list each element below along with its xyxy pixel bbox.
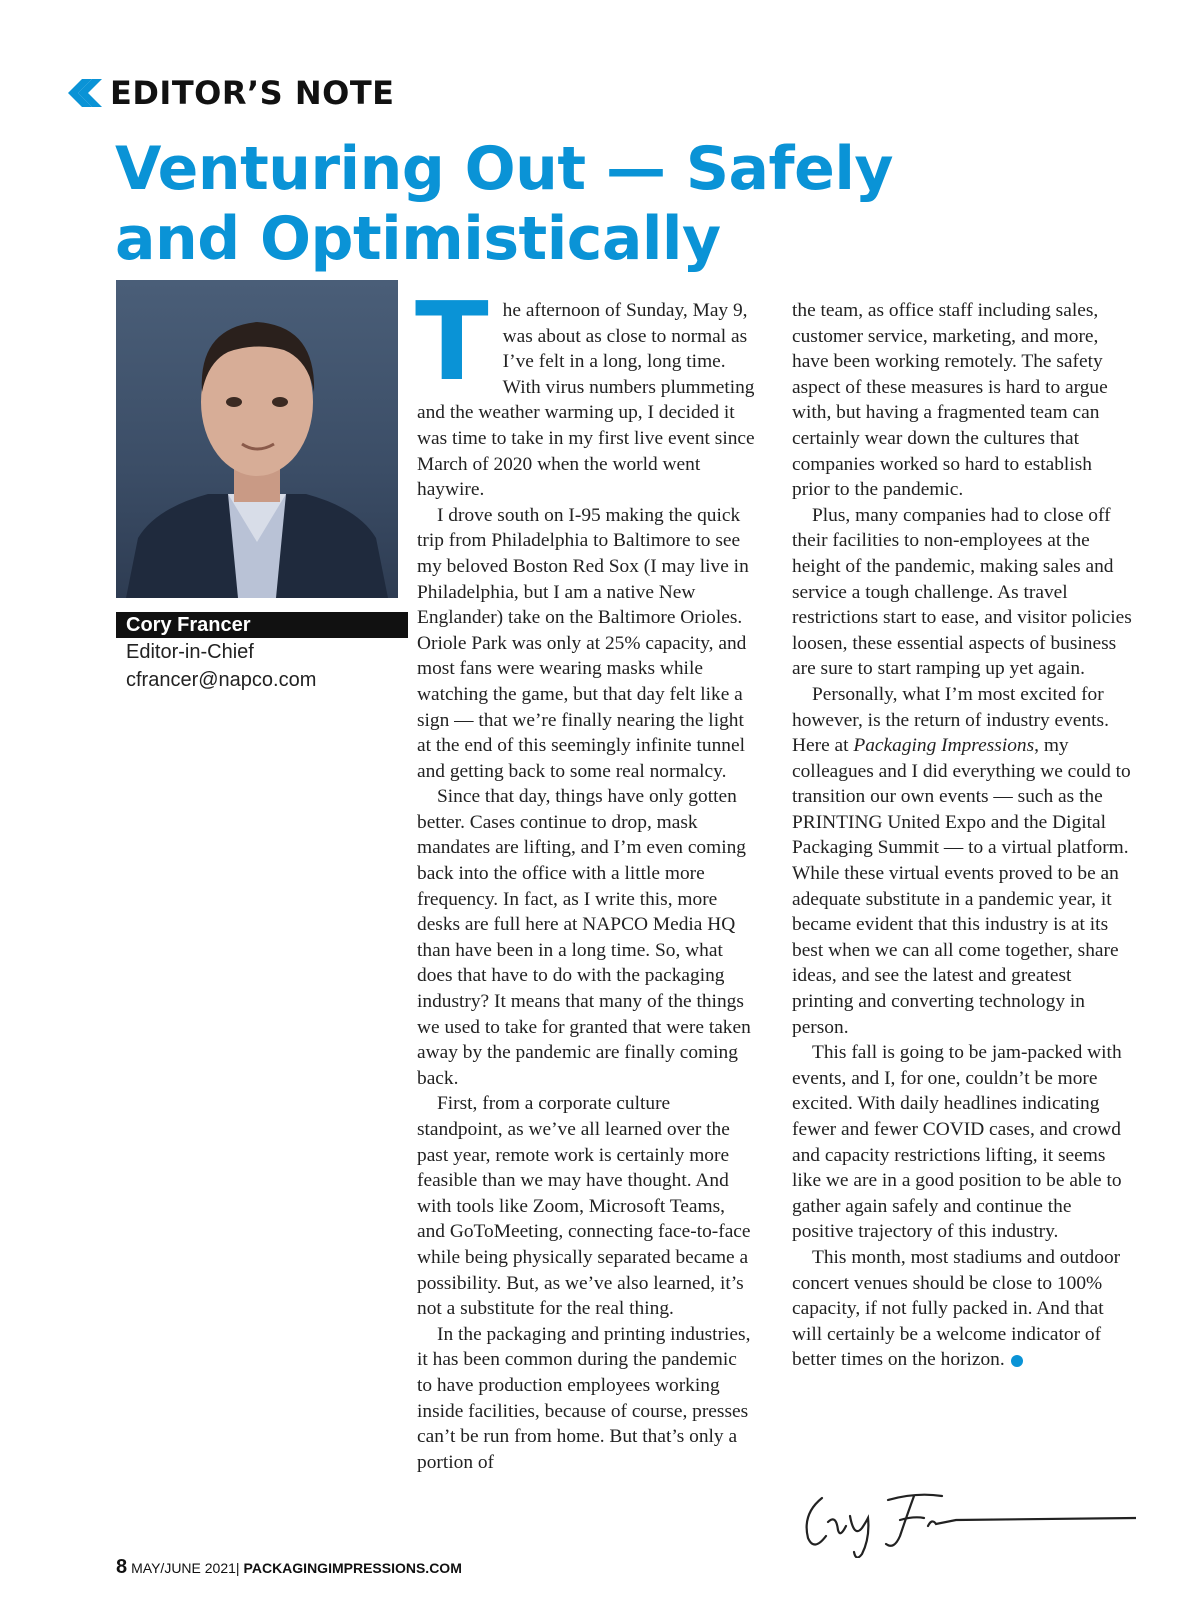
article-paragraph: This fall is going to be jam-packed with events, and I, for one, couldn’t be more excited. With daily headlines indicating fewer and fewer COVID cases, and crowd and capacity restrictions lifting, it seems like we are in a good position to be able to gather again safely and continue the positive trajectory of this industry. [792,1042,1122,1243]
publication-name: Packaging Impressions [853,735,1035,757]
section-kicker [66,74,395,112]
editor-signature [796,1478,1136,1563]
headline-line-1: Venturing Out — Safely [115,134,894,204]
article-paragraph: I drove south on I-95 making the quick trip from Philadelphia to Baltimore to see my beloved Boston Red Sox (I may live in Philadelphia, but I am a native New Englander) take on the Baltimore Orioles. Oriole Park was only at 25% capacity, and most fans were wearing masks while watching the game, but that day felt like a sign — that we’re finally nearing the light at the end of this seemingly infinite tunnel and getting back to some real normalcy. [417,504,749,782]
author-name: Cory Francer [116,612,408,638]
publication-url: PACKAGINGIMPRESSIONS.COM [243,1560,462,1576]
article-paragraph: the team, as office staff including sales, customer service, marketing, and more, have been working remotely. The safety aspect of these measures is hard to argue with, but having a fragmented team can certainly wear down the cultures that companies worked so hard to establish prior to the pandemic. [792,300,1108,501]
article-paragraph: First, from a corporate culture standpoint, as we’ve all learned over the past year, remote work is certainly more feasible than we may have thought. And with tools like Zoom, Microsoft Teams, and GoToMeeting, connecting face-to-face while being physically separated became a possibility. But, as we’ve also learned, it’s not a substitute for the real thing. [417,1093,751,1320]
author-byline [116,612,408,694]
author-portrait [116,280,398,598]
article-paragraph [792,682,1132,1040]
author-photo [116,280,398,598]
article-paragraph: Since that day, things have only gotten better. Cases continue to drop, mask mandates are lifting, and I’m even coming back into the office with a little more frequency. In fact, as I write this, more desks are full here at NAPCO Media HQ than have been in a long time. So, what does that have to do with the packaging industry? It means that many of the things we used to take for granted that were taken away by the pandemic are finally coming back. [417,786,751,1089]
page-footer [116,1556,462,1579]
article-column-2 [792,298,1132,1373]
author-title: Editor-in-Chief [126,641,254,663]
paragraph-text: , my colleagues and I did everything we could to transition our own events — such as the PRINTING United Expo and the Digital Packaging Summit — to a virtual platform. While these virtual events proved to be an adequate substitute in a pandemic year, it became evident that this industry is at its best when we can all come together, share ideas, and see the latest and greatest printing and converting technology in person. [792,735,1131,1038]
drop-cap: T [415,280,489,405]
article-headline [115,134,1115,274]
end-mark-icon [1011,1355,1023,1367]
author-email: cfrancer@napco.com [126,669,317,691]
article-paragraph [792,1245,1132,1373]
page-number: 8 [116,1556,128,1578]
article-paragraph: In the packaging and printing industries, it has been common during the pandemic to have production employees working inside facilities, because of course, presses can’t be run from home. But that’s only a portion of [417,1323,751,1473]
article-paragraph: Plus, many companies had to close off their facilities to non-employees at the height of the pandemic, making sales and service a tough challenge. As travel restrictions start to ease, and visitor policies loosen, these essential aspects of business are sure to start ramping up yet again. [792,504,1132,680]
section-label: EDITOR’S NOTE [110,74,395,112]
paragraph-text: Personally, what I’m most excited for however, is the return of industry events. Here at [792,683,1109,757]
paragraph-text: This month, most stadiums and outdoor concert venues should be close to 100% capacity, if not fully packed in. And that will certainly be a welcome indicator of better times on the horizon. [792,1246,1121,1371]
paragraph-text: he afternoon of Sunday, May 9, was about as close to normal as I’ve felt in a long, long time. With virus numbers plummeting and the weather warming up, I decided it was time to take in my first live event since March of 2020 when the world went haywire. [417,300,755,501]
issue-date: MAY/JUNE 2021| [131,1560,240,1576]
double-chevron-left-icon [66,78,102,108]
article-column-1 [415,280,755,1475]
article-paragraph [415,280,755,503]
headline-line-2: and Optimistically [115,204,721,274]
